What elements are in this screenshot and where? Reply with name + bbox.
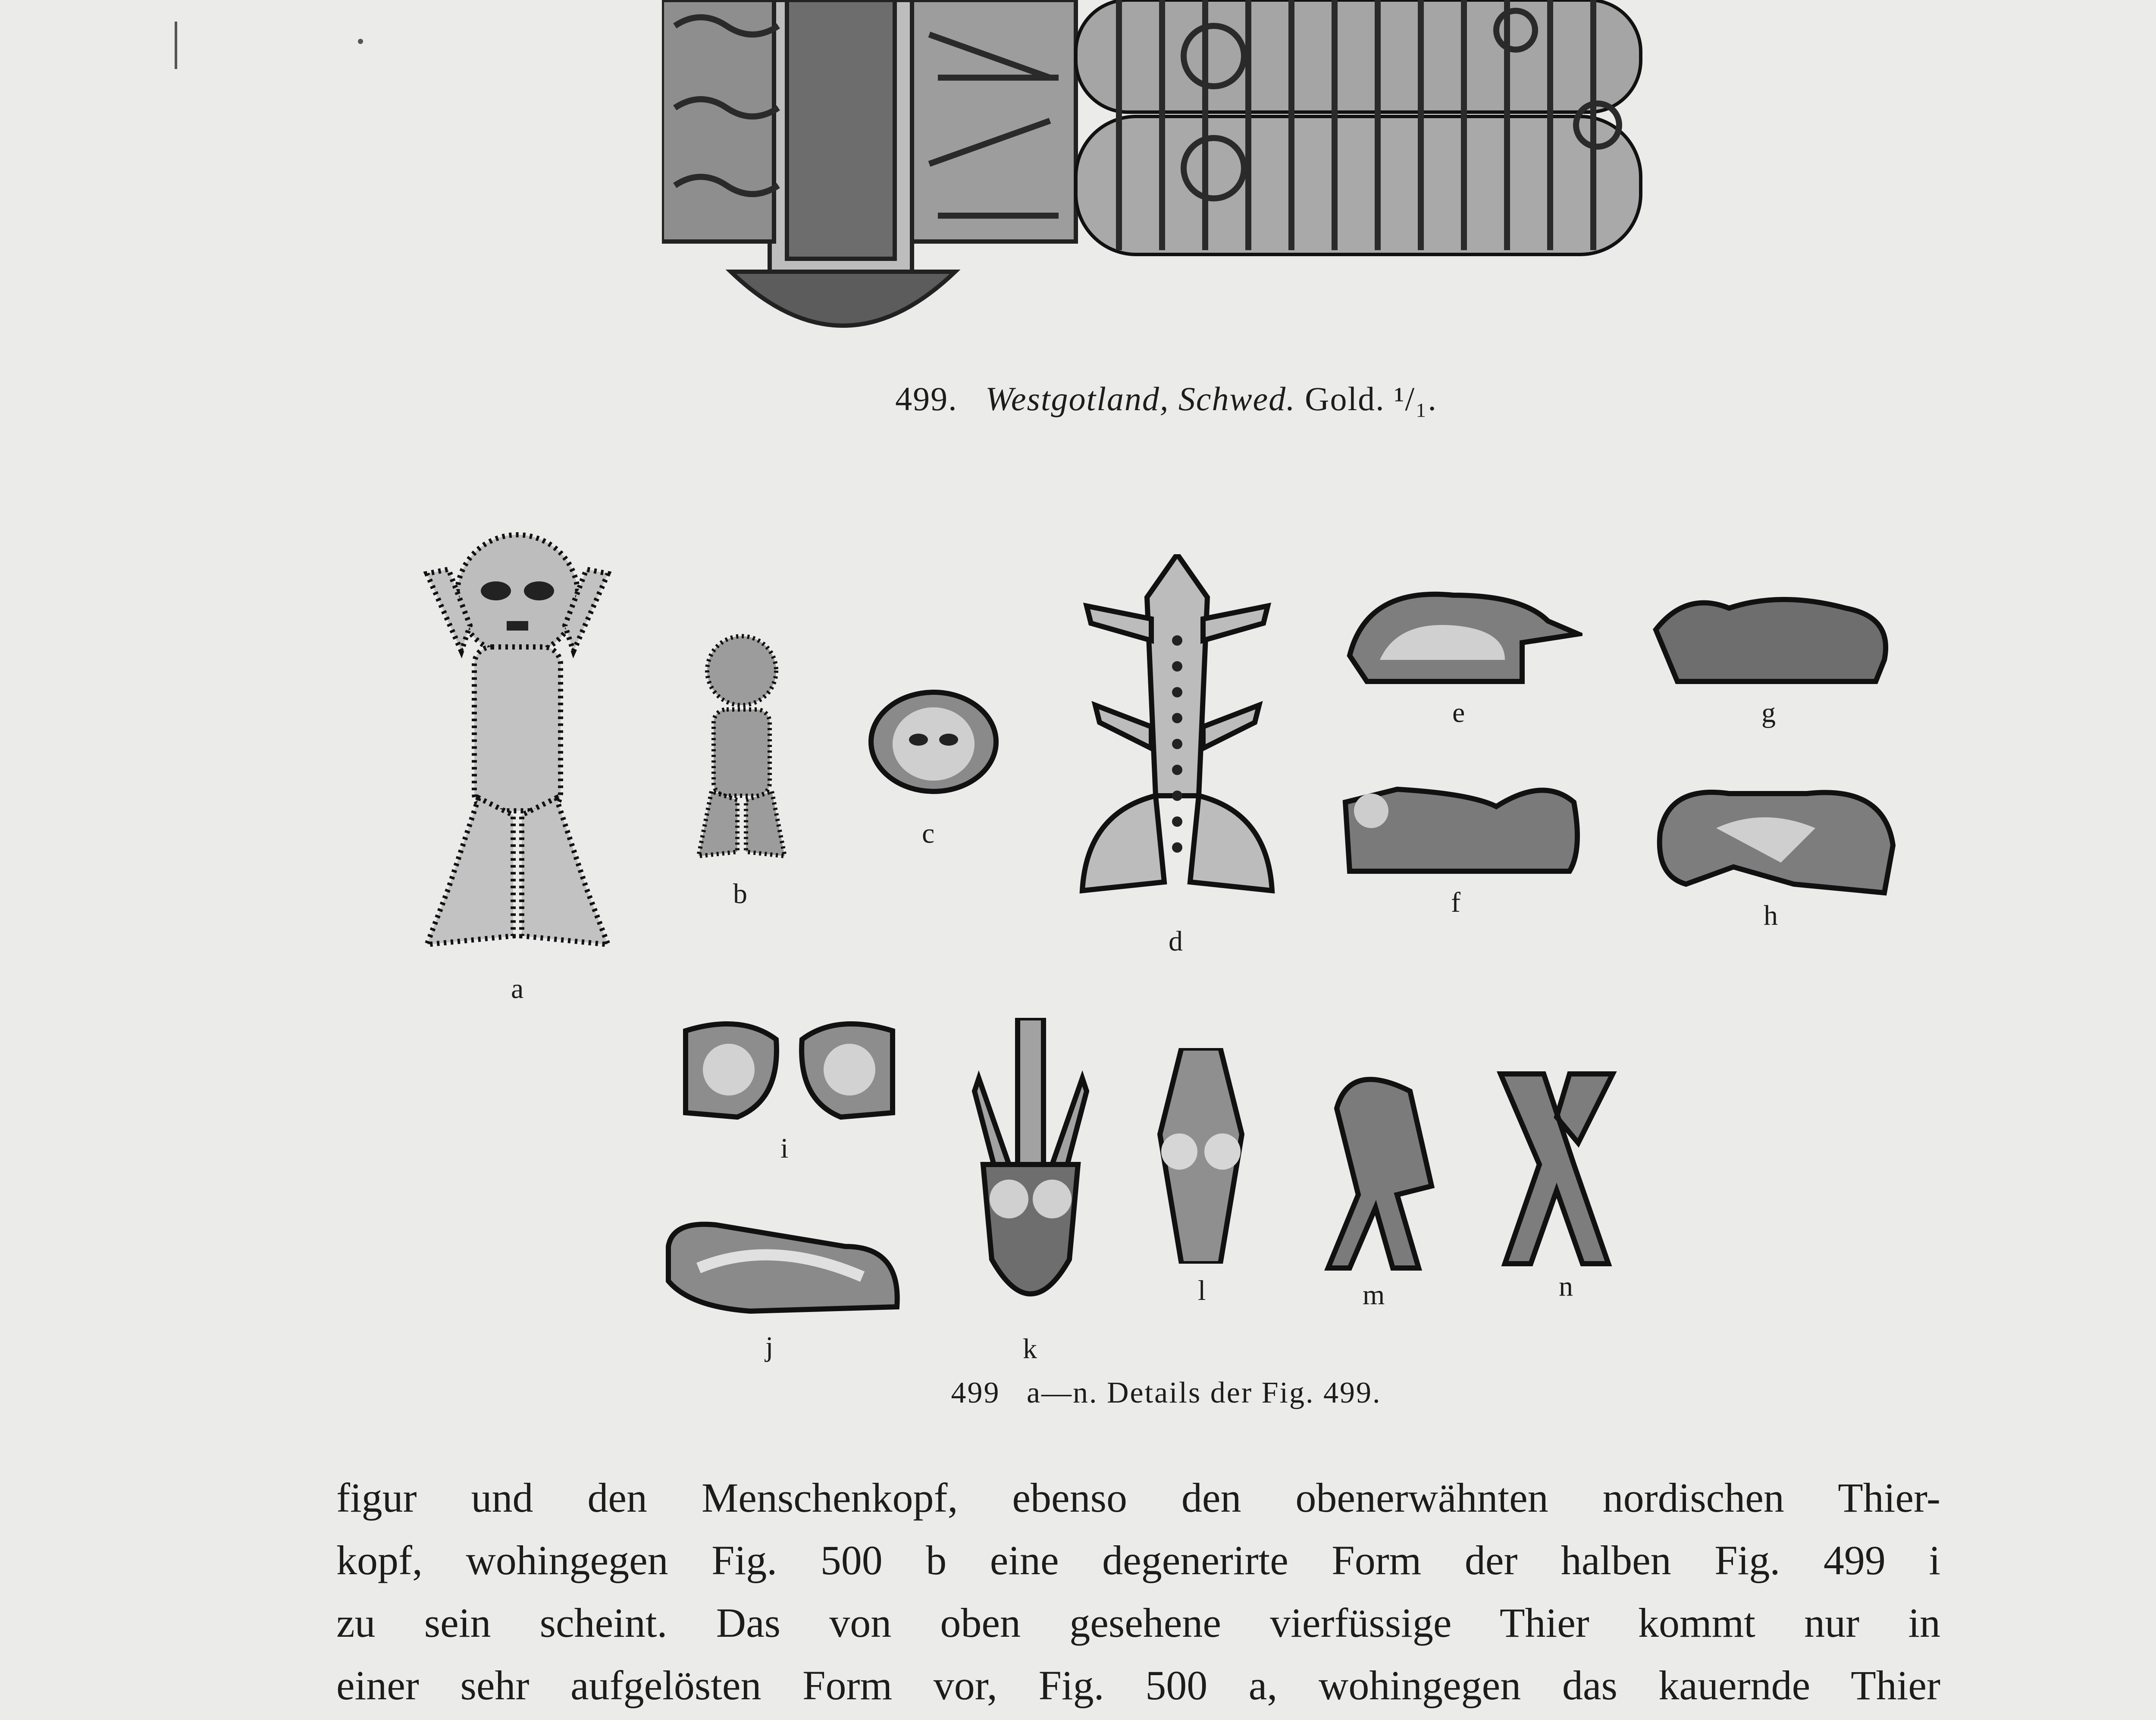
detail-label-m: m (1363, 1279, 1385, 1311)
detail-m-bird (1324, 1065, 1436, 1272)
detail-label-n: n (1559, 1271, 1573, 1302)
detail-label-j: j (765, 1331, 774, 1362)
body-line-2: kopf, wohingegen Fig. 500 b eine degenerirte Form der halben Fig. 499 i (336, 1537, 1940, 1583)
detail-h-animal (1651, 781, 1897, 897)
detail-label-a: a (511, 973, 524, 1004)
figure-number: 499. (895, 380, 958, 417)
detail-label-e: e (1452, 697, 1465, 728)
detail-l-ornament (1156, 1048, 1246, 1264)
detail-f-animal (1341, 772, 1583, 880)
body-line-3: zu sein scheint. Das von oben gesehene vierfüssige Thier kommt nur in (336, 1600, 1940, 1646)
body-paragraph (336, 1466, 1940, 1717)
body-line-1: figur und den Menschenkopf, ebenso den obenerwähnten nordischen Thier- (336, 1475, 1940, 1521)
figure-place: Westgotland, Schwed. (985, 380, 1296, 417)
detail-label-c: c (922, 818, 935, 849)
figure-499-caption (0, 380, 2156, 418)
detail-i-pair (677, 1014, 901, 1121)
detail-d-ornament (1078, 554, 1276, 921)
detail-label-g: g (1761, 697, 1776, 728)
detail-label-k: k (1023, 1333, 1037, 1365)
detail-label-d: d (1169, 926, 1183, 957)
detail-a-human-figure (410, 522, 625, 953)
gold-collar-engraving (662, 0, 1654, 362)
detail-j-animal (664, 1221, 906, 1320)
detail-b-small-figure (690, 632, 793, 865)
detail-n-twisted (1492, 1065, 1621, 1268)
detail-label-b: b (733, 878, 747, 910)
body-line-4: einer sehr aufgelösten Form vor, Fig. 500 a, wohingegen das kauernde Thier (336, 1662, 1940, 1708)
dust-speck (358, 39, 363, 44)
detail-label-f: f (1451, 887, 1460, 918)
detail-k-horned-head (970, 1018, 1091, 1328)
detail-g-animal (1651, 582, 1897, 690)
detail-label-l: l (1198, 1275, 1206, 1306)
figure-material: Gold. (1305, 380, 1385, 417)
detail-label-i: i (780, 1133, 789, 1164)
detail-e-animal (1341, 569, 1583, 690)
detail-c-head (867, 688, 1000, 796)
film-scratch-mark (175, 22, 177, 69)
figure-scale: ¹/₁. (1394, 380, 1437, 417)
details-caption: 499 a—n. Details der Fig. 499. (951, 1376, 1382, 1409)
detail-label-h: h (1764, 900, 1778, 931)
